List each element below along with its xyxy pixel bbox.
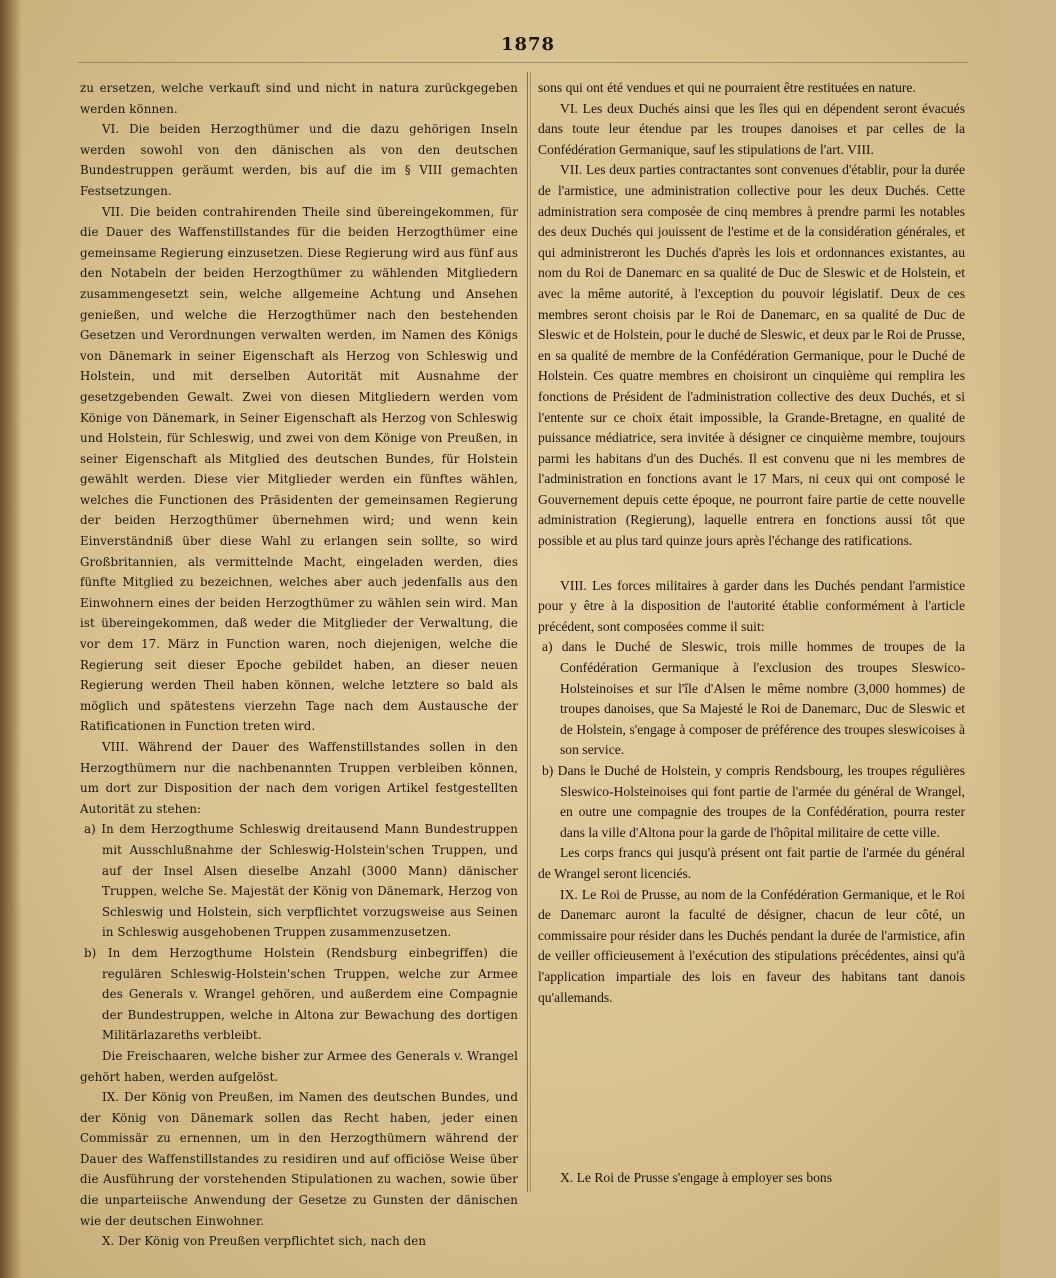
german-paragraph: zu ersetzen, welche verkauft sind und nicht in natura zurückgegeben werden können. [80, 81, 518, 116]
page-number: 1878 [500, 34, 556, 55]
french-paragraph: VI. Les deux Duchés ainsi que les îles qui en dépendent seront évacués dans toute leur étendue par les troupes danoises et par celles de la Confédération Germanique, sauf les stipulations de l'art. VIII. [538, 100, 965, 157]
german-paragraph: IX. Der König von Preußen, im Namen des deutschen Bundes, und der König von Dänemark sollen das Recht haben, jeder einen Commissär zu ernennen, um in den Herzogthümern während der Dauer des Waffenstillstandes zu residiren und auf officiöse Weise über die Ausführung der vorstehenden Stipulationen zu wachen, sowie über die unparteiische Anwendung der Gesetze zu Gunsten der dänischen wie der deutschen Einwohner. [80, 1090, 518, 1228]
german-paragraph: a) In dem Herzogthume Schleswig dreitausend Mann Bundestruppen mit Ausschlußnahme der Schleswig-Holstein'schen Truppen, und auf der Insel Alsen dieselbe Anzahl (3000 Mann) dänischer Truppen, welche Se. Majestät der König von Dänemark, Herzog von Schleswig und Holstein, sich verpflichtet vorzugsweise aus Seinen in Schleswig ausgehobenen Truppen zusammenzusetzen. [84, 822, 518, 940]
header-rule [78, 62, 968, 63]
column-divider-inner [530, 72, 531, 1192]
german-paragraph: VII. Die beiden contrahirenden Theile sind übereingekommen, für die Dauer des Waffenstillstandes für die beiden Herzogthümer eine gemeinsame Regierung einzusetzen. Diese Regierung wird aus fünf aus den Notabeln der beiden Herzogthümer zu wählenden Mitgliedern zusammengesetzt sein, welche allgemeine Achtung und Ansehen genießen, und welche die Herzogthümer nach den bestehenden Gesetzen und Verordnungen verwalten werden, im Namen des Königs von Dänemark in seiner Eigenschaft als Herzog von Schleswig und Holstein, und mit derselben Autorität mit Ausnahme der gesetzgebenden Gewalt. Zwei von diesen Mitgliedern werden vom Könige von Dänemark, in Seiner Eigenschaft als Herzog von Schleswig und Holstein, für Schleswig, und zwei von dem Könige von Preußen, in seiner Eigenschaft als Mitglied des deutschen Bundes, für Holstein gewählt werden. Diese vier Mitglieder werden ein fünftes wählen, welches die Functionen des Präsidenten der gemeinsamen Regierung der beiden Herzogthümer übernehmen wird; und wenn kein Einverständniß über diese Wahl zu erlangen sein sollte, so wird Großbritannien, als vermittelnde Macht, eingeladen werden, dies fünfte Mitglied zu bezeichnen, welches aber auch jedenfalls aus den Einwohnern eines der beiden Herzogthümer zu wählen sein wird. Man ist übereingekommen, daß weder die Mitglieder der Verwaltung, die vor dem 17. März in Function waren, noch diejenigen, welche die Regierung seit dieser Epoche gebildet haben, an dieser neuen Regierung werden Theil haben können, welche letztere so bald als möglich und spätestens vierzehn Tage nach dem Austausche der Ratificationen in Function treten wird. [80, 204, 518, 734]
french-paragraph: b) Dans le Duché de Holstein, y compris Rendsbourg, les troupes régulières Sleswico-Holsteinoises qui font partie de l'armée du général de Wrangel, en outre une compagnie des troupes de la Confédération, pourra rester dans la ville d'Altona pour la garde de l'hôpital militaire de cette ville. [542, 763, 965, 840]
column-divider [527, 72, 528, 1192]
german-paragraph: X. Der König von Preußen verpflichtet sich, nach den [102, 1234, 427, 1249]
page-edge-shadow [0, 0, 22, 1278]
german-paragraph: VI. Die beiden Herzogthümer und die dazu gehörigen Inseln werden sowohl von den dänischen als von den deutschen Bundestruppen geräumt werden, bis auf die im § VIII gemachten Festsetzungen. [80, 122, 518, 198]
french-tail-paragraph: X. Le Roi de Prusse s'engage à employer ses bons [560, 1170, 833, 1185]
french-paragraph: VII. Les deux parties contractantes sont convenues d'établir, pour la durée de l'armistice, une administration collective pour les deux Duchés. Cette administration sera composée de cinq membres à prendre parmi les notables des deux Duchés qui jouissent de l'estime et de la considération générales, et qui administreront les Duchés d'après les lois et ordonnances existantes, au nom du Roi de Danemarc en sa qualité de Duc de Sleswic et de Holstein, et avec la même autorité, à l'exception du pouvoir législatif. Deux de ces membres seront choisis par le Roi de Danemarc, en sa qualité de Duc de Sleswic et de Holstein, pour le duché de Sleswic, et deux par le Roi de Prusse, en sa qualité de membre de la Confédération Germanique, pour le Duché de Holstein. Ces quatre membres en choisiront un cinquième qui remplira les fonctions de Président de l'administration collective des deux Duchés, et si l'entente sur ce choix était impossible, la Grande-Bretagne, en qualité de puissance médiatrice, sera invitée à désigner ce cinquième membre, toujours parmi les habitans d'un des Duchés. Il est convenu que ni les membres de l'administration en fonctions avant le 17 Mars, ni ceux qui ont composé le Gouvernement depuis cette époque, ne pourront faire partie de cette nouvelle administration (Regierung), laquelle entrera en fonctions aussi tôt que possible et au plus tard quinze jours après l'échange des ratifications. [538, 162, 965, 549]
french-paragraph: VIII. Les forces militaires à garder dans les Duchés pendant l'armistice pour y être à la disposition de l'autorité établie conformément à l'article précédent, sont composées comme il suit: [538, 577, 965, 634]
french-paragraph [538, 552, 965, 576]
french-paragraph: sons qui ont été vendues et qui ne pourraient être restituées en nature. [538, 80, 916, 95]
german-paragraph: b) In dem Herzogthume Holstein (Rendsburg einbegriffen) die regulären Schleswig-Holstein'schen Truppen, welche zur Armee des Generals v. Wrangel gehören, und außerdem eine Compagnie der Bundestruppen, welche in Altona zur Bewachung des dortigen Militärlazareths verbleibt. [84, 945, 518, 1043]
german-column [80, 78, 518, 1249]
french-paragraph: Les corps francs qui jusqu'à présent ont fait partie de l'armée du général de Wrangel seront licenciés. [538, 845, 965, 881]
german-paragraph: Die Freischaaren, welche bisher zur Armee des Generals v. Wrangel gehört haben, werden aufgelöst. [80, 1048, 518, 1084]
german-paragraph: VIII. Während der Dauer des Waffenstillstandes sollen in den Herzogthümern nur die nachbenannten Truppen verbleiben können, um dort zur Disposition der nach dem vorigen Artikel festgestellten Autorität zu stehen: [80, 740, 518, 816]
french-column [538, 78, 965, 1203]
french-paragraph: a) dans le Duché de Sleswic, trois mille hommes de troupes de la Confédération Germanique à l'exclusion des troupes Sleswico-Holsteinoises et sur l'île d'Alsen le même nombre (3,000 hommes) de troupes danoises, que Sa Majesté le Roi de Danemarc, Duc de Sleswic et de Holstein, s'engage à composer de préférence des troupes sleswicoises à son service. [542, 639, 965, 758]
french-paragraph: IX. Le Roi de Prusse, au nom de la Confédération Germanique, et le Roi de Danemarc auront la faculté de désigner, chacun de leur côté, un commissaire pour résider dans les Duchés pendant la durée de l'armistice, afin de veiller officieusement à l'exécution des stipulations précédentes, ainsi qu'à l'application impartiale des lois en faveur des habitans tant danois qu'allemands. [538, 886, 965, 1005]
